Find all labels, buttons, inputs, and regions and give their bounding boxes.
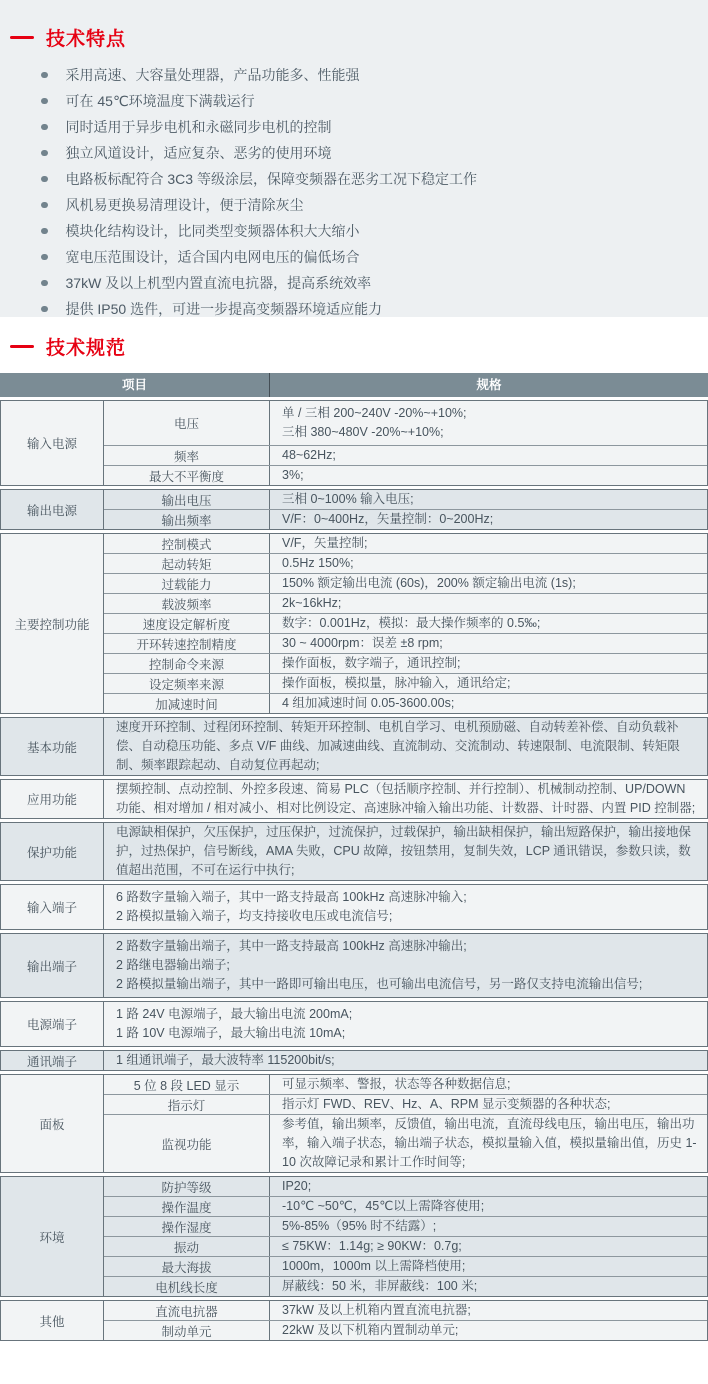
bullet-icon <box>41 228 48 235</box>
spec-value <box>270 1277 707 1296</box>
feature-item <box>0 166 708 192</box>
feature-item <box>0 270 708 296</box>
spec-group <box>0 717 708 776</box>
spec-value <box>270 510 707 529</box>
group-rows <box>104 718 707 775</box>
spec-value-line: 单 / 三相 200~240V -20%~+10%; <box>282 406 467 420</box>
spec-item-label: 控制模式 <box>104 534 270 553</box>
feature-item <box>0 140 708 166</box>
spec-value <box>270 634 707 653</box>
spec-group <box>0 533 708 714</box>
heading-dash-icon <box>10 36 34 40</box>
spec-value-line: -10℃ ~50℃，45℃以上需降容使用; <box>282 1199 485 1213</box>
spec-value <box>270 466 707 485</box>
table-row <box>104 1075 707 1094</box>
table-row <box>104 401 707 445</box>
spec-value-line: 1 路 10V 电源端子，最大输出电流 10mA; <box>116 1026 346 1040</box>
spec-group <box>0 489 708 530</box>
feature-item <box>0 62 708 88</box>
spec-group <box>0 1001 708 1047</box>
spec-group <box>0 1050 708 1071</box>
spec-table-header <box>0 373 708 397</box>
spec-value-line: 150% 额定输出电流 (60s)，200% 额定输出电流 (1s); <box>282 576 576 590</box>
group-rows <box>104 885 707 929</box>
spec-group <box>0 1074 708 1173</box>
table-row <box>104 885 707 929</box>
table-row <box>104 673 707 693</box>
group-rows <box>104 1075 707 1172</box>
feature-text: 独立风道设计，适应复杂、恶劣的使用环境 <box>65 145 332 161</box>
spec-value <box>270 1301 707 1320</box>
group-rows <box>104 1301 707 1340</box>
spec-item-label: 操作湿度 <box>104 1217 270 1236</box>
spec-value-line: 30 ~ 4000rpm：误差 ±8 rpm; <box>282 636 443 650</box>
group-name: 输入电源 <box>1 401 104 485</box>
spec-value-line: 2 路模拟量输入端子，均支持接收电压或电流信号; <box>116 909 393 923</box>
spec-value <box>104 934 707 997</box>
spec-item-label: 防护等级 <box>104 1177 270 1196</box>
spec-item-label: 控制命令来源 <box>104 654 270 673</box>
group-name: 保护功能 <box>1 823 104 880</box>
spec-value <box>270 574 707 593</box>
feature-text: 提供 IP50 选件，可进一步提高变频器环境适应能力 <box>65 301 383 317</box>
table-row <box>104 1177 707 1196</box>
spec-value <box>270 1095 707 1114</box>
spec-value <box>270 614 707 633</box>
spec-value-line: 操作面板，数字端子，通讯控制; <box>282 656 461 670</box>
feature-item <box>0 244 708 270</box>
table-row <box>104 1276 707 1296</box>
spec-item-label: 频率 <box>104 446 270 465</box>
feature-item <box>0 88 708 114</box>
table-row <box>104 1256 707 1276</box>
group-name: 输入端子 <box>1 885 104 929</box>
spec-group <box>0 884 708 930</box>
spec-item-label: 加减速时间 <box>104 694 270 713</box>
spec-value-line: 3%; <box>282 468 304 482</box>
table-row <box>104 465 707 485</box>
group-name: 应用功能 <box>1 780 104 818</box>
feature-text: 同时适用于异步电机和永磁同步电机的控制 <box>65 119 332 135</box>
spec-value <box>104 1051 707 1070</box>
spec-value <box>104 823 707 880</box>
spec-value <box>270 490 707 509</box>
spec-value-line: 摆频控制、点动控制、外控多段速、简易 PLC（包括顺序控制、并行控制）、机械制动控制、UP/DOWN 功能、相对增加 / 相对减小、相对比例设定、高速脉冲输入输出功能、计数器、计时器、内置 PID 控制器; <box>116 782 696 815</box>
feature-text: 电路板标配符合 3C3 等级涂层，保障变频器在恶劣工况下稳定工作 <box>65 171 477 187</box>
bullet-icon <box>41 202 48 209</box>
feature-text: 采用高速、大容量处理器，产品功能多、性能强 <box>65 67 360 83</box>
spec-value <box>104 1002 707 1046</box>
spec-item-label: 5 位 8 段 LED 显示 <box>104 1075 270 1094</box>
spec-value <box>270 401 707 445</box>
spec-group <box>0 400 708 486</box>
table-row <box>104 693 707 713</box>
spec-value-line: 4 组加减速时间 0.05-3600.00s; <box>282 696 455 710</box>
feature-item <box>0 192 708 218</box>
bullet-icon <box>41 72 48 79</box>
feature-text: 可在 45℃环境温度下满载运行 <box>65 93 255 109</box>
column-header-item: 项目 <box>0 373 270 397</box>
spec-value-line: 48~62Hz; <box>282 448 336 462</box>
bullet-icon <box>41 280 48 287</box>
table-row <box>104 823 707 880</box>
spec-group <box>0 822 708 881</box>
group-name: 输出端子 <box>1 934 104 997</box>
spec-item-label: 输出频率 <box>104 510 270 529</box>
spec-group <box>0 1300 708 1341</box>
spec-value-line: V/F：0~400Hz，矢量控制：0~200Hz; <box>282 512 494 526</box>
feature-item <box>0 114 708 140</box>
spec-item-label: 设定频率来源 <box>104 674 270 693</box>
group-rows <box>104 780 707 818</box>
specs-heading-wrap <box>0 317 708 373</box>
feature-text: 37kW 及以上机型内置直流电抗器，提高系统效率 <box>65 275 372 291</box>
spec-table-body <box>0 400 708 1341</box>
table-row <box>104 1114 707 1172</box>
table-row <box>104 1320 707 1340</box>
bullet-icon <box>41 150 48 157</box>
spec-item-label: 开环转速控制精度 <box>104 634 270 653</box>
table-row <box>104 1301 707 1320</box>
table-row <box>104 653 707 673</box>
spec-item-label: 电压 <box>104 401 270 445</box>
table-row <box>104 534 707 553</box>
table-row <box>104 1236 707 1256</box>
table-row <box>104 633 707 653</box>
spec-value-line: 5%-85%（95% 时不结露）; <box>282 1219 437 1233</box>
table-row <box>104 1002 707 1046</box>
specs-heading-text: 技术规范 <box>46 338 127 359</box>
group-name: 输出电源 <box>1 490 104 529</box>
spec-item-label: 起动转矩 <box>104 554 270 573</box>
spec-value <box>270 674 707 693</box>
spec-item-label: 过载能力 <box>104 574 270 593</box>
group-rows <box>104 401 707 485</box>
spec-value <box>270 594 707 613</box>
spec-value-line: 可显示频率、警报，状态等各种数据信息; <box>282 1077 511 1091</box>
features-heading-text: 技术特点 <box>46 29 127 50</box>
table-row <box>104 934 707 997</box>
spec-item-label: 输出电压 <box>104 490 270 509</box>
spec-item-label: 监视功能 <box>104 1115 270 1172</box>
table-row <box>104 1196 707 1216</box>
spec-item-label: 最大海拔 <box>104 1257 270 1276</box>
spec-value-line: 屏蔽线：50 米，非屏蔽线：100 米; <box>282 1279 478 1293</box>
table-row <box>104 1216 707 1236</box>
spec-item-label: 载波频率 <box>104 594 270 613</box>
group-name: 主要控制功能 <box>1 534 104 713</box>
spec-value <box>104 885 707 929</box>
spec-group <box>0 933 708 998</box>
spec-value-line: 数字：0.001Hz，模拟：最大操作频率的 0.5‰; <box>282 616 541 630</box>
spec-item-label: 指示灯 <box>104 1095 270 1114</box>
spec-value-line: 0.5Hz 150%; <box>282 556 354 570</box>
table-row <box>104 1094 707 1114</box>
spec-value-line: 2k~16kHz; <box>282 596 342 610</box>
group-name: 基本功能 <box>1 718 104 775</box>
spec-table <box>0 373 708 1341</box>
spec-value <box>270 554 707 573</box>
spec-item-label: 最大不平衡度 <box>104 466 270 485</box>
spec-item-label: 振动 <box>104 1237 270 1256</box>
feature-text: 宽电压范围设计，适合国内电网电压的偏低场合 <box>65 249 360 265</box>
group-rows <box>104 1002 707 1046</box>
group-rows <box>104 490 707 529</box>
group-rows <box>104 823 707 880</box>
group-name: 其他 <box>1 1301 104 1340</box>
spec-value <box>270 1177 707 1196</box>
spec-value-line: 37kW 及以上机箱内置直流电抗器; <box>282 1303 471 1317</box>
spec-value-line: 1 路 24V 电源端子，最大输出电流 200mA; <box>116 1007 353 1021</box>
group-rows <box>104 1177 707 1296</box>
table-row <box>104 445 707 465</box>
table-row <box>104 1051 707 1070</box>
spec-value <box>270 654 707 673</box>
spec-item-label: 速度设定解析度 <box>104 614 270 633</box>
group-name: 环境 <box>1 1177 104 1296</box>
spec-value <box>270 1237 707 1256</box>
spec-value-line: 1000m，1000m 以上需降档使用; <box>282 1259 466 1273</box>
spec-value-line: 参考值，输出频率，反馈值，输出电流，直流母线电压，输出电压，输出功率，输入端子状态，输出端子状态，模拟量输入值，模拟量输出值，历史 1-10 次故障记录和累计工作时间等; <box>282 1117 697 1169</box>
group-rows <box>104 1051 707 1070</box>
spec-value <box>270 1115 707 1172</box>
spec-value-line: 操作面板，模拟量，脉冲输入，通讯给定; <box>282 676 511 690</box>
group-rows <box>104 534 707 713</box>
spec-value <box>104 780 707 818</box>
spec-value <box>270 1075 707 1094</box>
feature-item <box>0 218 708 244</box>
table-row <box>104 780 707 818</box>
spec-value <box>270 1217 707 1236</box>
group-rows <box>104 934 707 997</box>
bullet-icon <box>41 254 48 261</box>
spec-value-line: IP20; <box>282 1179 312 1193</box>
bullet-icon <box>41 176 48 183</box>
table-row <box>104 718 707 775</box>
spec-value <box>104 718 707 775</box>
spec-value <box>270 534 707 553</box>
spec-group <box>0 779 708 819</box>
spec-value <box>270 446 707 465</box>
spec-value <box>270 1321 707 1340</box>
spec-item-label: 制动单元 <box>104 1321 270 1340</box>
table-row <box>104 593 707 613</box>
spec-value-line: 1 组通讯端子，最大波特率 115200bit/s; <box>116 1053 335 1067</box>
spec-value-line: 速度开环控制、过程闭环控制、转矩开环控制、电机自学习、电机预励磁、自动转差补偿、自动负载补偿、自动稳压功能、多点 V/F 曲线、加减速曲线、直流制动、交流制动、转速限制、电流限制、转矩限制、频率跟踪起动、自动复位再起动; <box>116 720 680 772</box>
features-heading <box>10 24 708 51</box>
spec-value-line: 电源缺相保护，欠压保护，过压保护，过流保护，过载保护，输出缺相保护，输出短路保护，输出接地保护，过热保护，信号断线，AMA 失败，CPU 故障，按钮禁用，复制失效，LCP 通讯错误，参数只读，数值超出范围，不可在运行中执行; <box>116 825 692 877</box>
feature-text: 模块化结构设计，比同类型变频器体积大大缩小 <box>65 223 360 239</box>
spec-item-label: 电机线长度 <box>104 1277 270 1296</box>
table-row <box>104 573 707 593</box>
features-list <box>0 62 708 322</box>
features-section <box>0 0 708 317</box>
bullet-icon <box>41 124 48 131</box>
feature-text: 风机易更换易清理设计，便于清除灰尘 <box>65 197 304 213</box>
spec-value <box>270 1257 707 1276</box>
spec-value-line: 指示灯 FWD、REV、Hz、A、RPM 显示变频器的各种状态; <box>282 1097 611 1111</box>
spec-value-line: V/F，矢量控制; <box>282 536 368 550</box>
spec-value-line: 6 路数字量输入端子，其中一路支持最高 100kHz 高速脉冲输入; <box>116 890 467 904</box>
spec-value <box>270 1197 707 1216</box>
spec-item-label: 直流电抗器 <box>104 1301 270 1320</box>
specs-heading <box>10 333 708 360</box>
table-row <box>104 613 707 633</box>
group-name: 面板 <box>1 1075 104 1172</box>
bullet-icon <box>41 306 48 313</box>
table-row <box>104 553 707 573</box>
spec-value-line: 2 路继电器输出端子; <box>116 958 230 972</box>
spec-value-line: 2 路数字量输出端子，其中一路支持最高 100kHz 高速脉冲输出; <box>116 939 467 953</box>
table-row <box>104 509 707 529</box>
spec-group <box>0 1176 708 1297</box>
table-row <box>104 490 707 509</box>
spec-value-line: 22kW 及以下机箱内置制动单元; <box>282 1323 459 1337</box>
spec-value-line: 三相 0~100% 输入电压; <box>282 492 414 506</box>
group-name: 电源端子 <box>1 1002 104 1046</box>
spec-item-label: 操作温度 <box>104 1197 270 1216</box>
spec-value <box>270 694 707 713</box>
heading-dash-icon <box>10 345 34 349</box>
spec-value-line: 2 路模拟量输出端子，其中一路即可输出电压，也可输出电流信号，另一路仅支持电流输出信号; <box>116 977 643 991</box>
spec-value-line: 三相 380~480V -20%~+10%; <box>282 425 444 439</box>
bullet-icon <box>41 98 48 105</box>
group-name: 通讯端子 <box>1 1051 104 1070</box>
column-header-spec: 规格 <box>476 378 502 392</box>
spec-value-line: ≤ 75KW：1.14g; ≥ 90KW：0.7g; <box>282 1239 462 1253</box>
